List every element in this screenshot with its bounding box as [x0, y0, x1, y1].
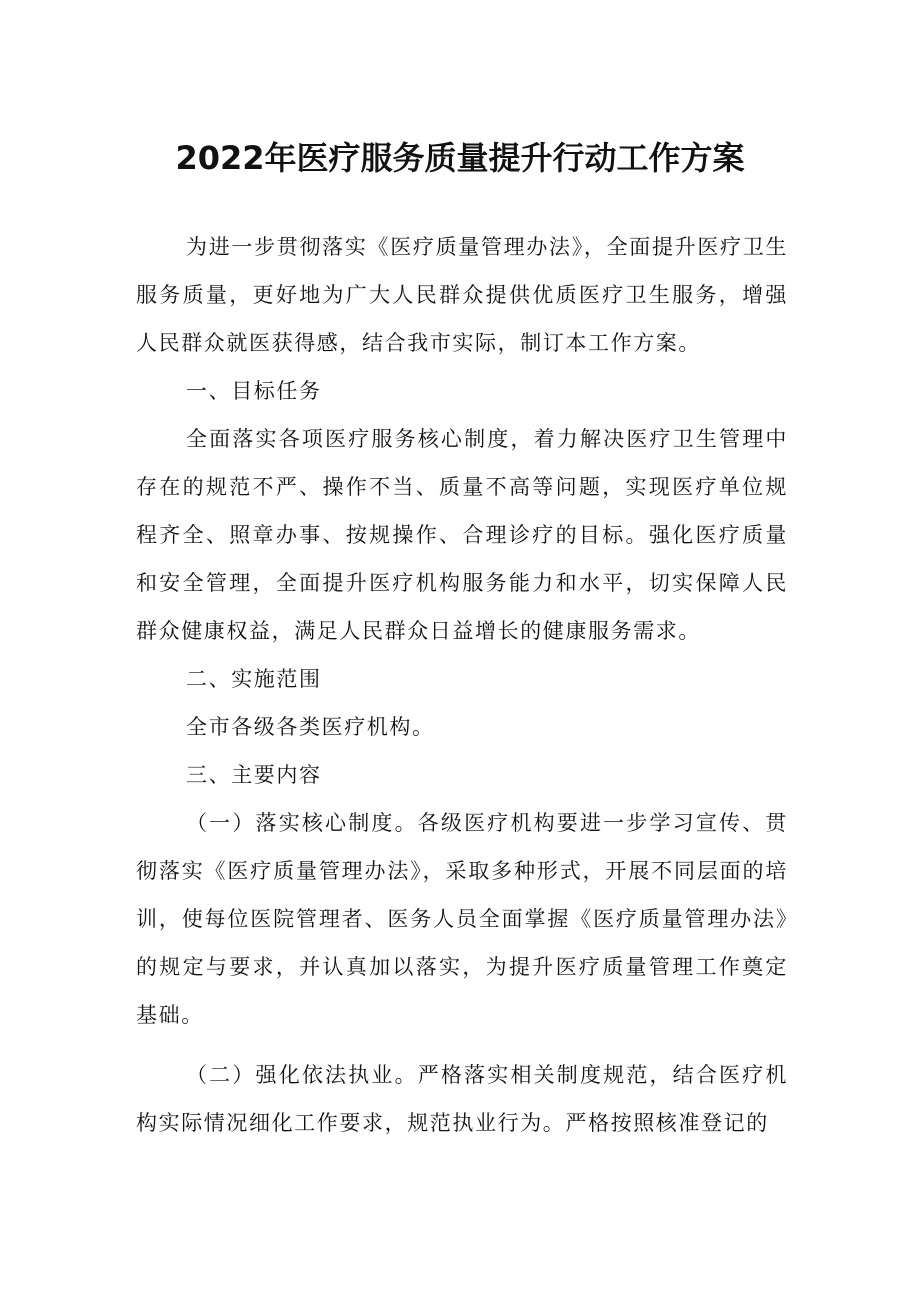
goals-paragraph: 全面落实各项医疗服务核心制度，着力解决医疗卫生管理中存在的规范不严、操作不当、质量不高等问题，实现医疗单位规程齐全、照章办事、按规操作、合理诊疗的目标。强化医疗质量和安全管理，全面提升医疗机构服务能力和水平，切实保障人民群众健康权益，满足人民群众日益增长的健康服务需求。 [136, 427, 788, 643]
scope-paragraph: 全市各级各类医疗机构。 [186, 715, 435, 739]
content-item-1-paragraph: （一）落实核心制度。各级医疗机构要进一步学习宣传、贯彻落实《医疗质量管理办法》，采取多种形式，开展不同层面的培训，使每位医院管理者、医务人员全面掌握《医疗质量管理办法》的规定与要求，并认真加以落实，为提升医疗质量管理工作奠定基础。 [136, 811, 788, 1027]
content-item-2-paragraph: （二）强化依法执业。严格落实相关制度规范，结合医疗机构实际情况细化工作要求，规范执业行为。严格按照核准登记的 [136, 1063, 788, 1135]
section-heading-scope: 二、实施范围 [186, 667, 322, 691]
section-heading-content: 三、主要内容 [186, 763, 322, 787]
document-body [136, 223, 788, 1147]
document-title: 2022年医疗服务质量提升行动工作方案 [175, 139, 745, 177]
section-heading-goals: 一、目标任务 [186, 379, 322, 403]
intro-paragraph: 为进一步贯彻落实《医疗质量管理办法》，全面提升医疗卫生服务质量，更好地为广大人民群众提供优质医疗卫生服务，增强人民群众就医获得感，结合我市实际，制订本工作方案。 [136, 235, 788, 355]
